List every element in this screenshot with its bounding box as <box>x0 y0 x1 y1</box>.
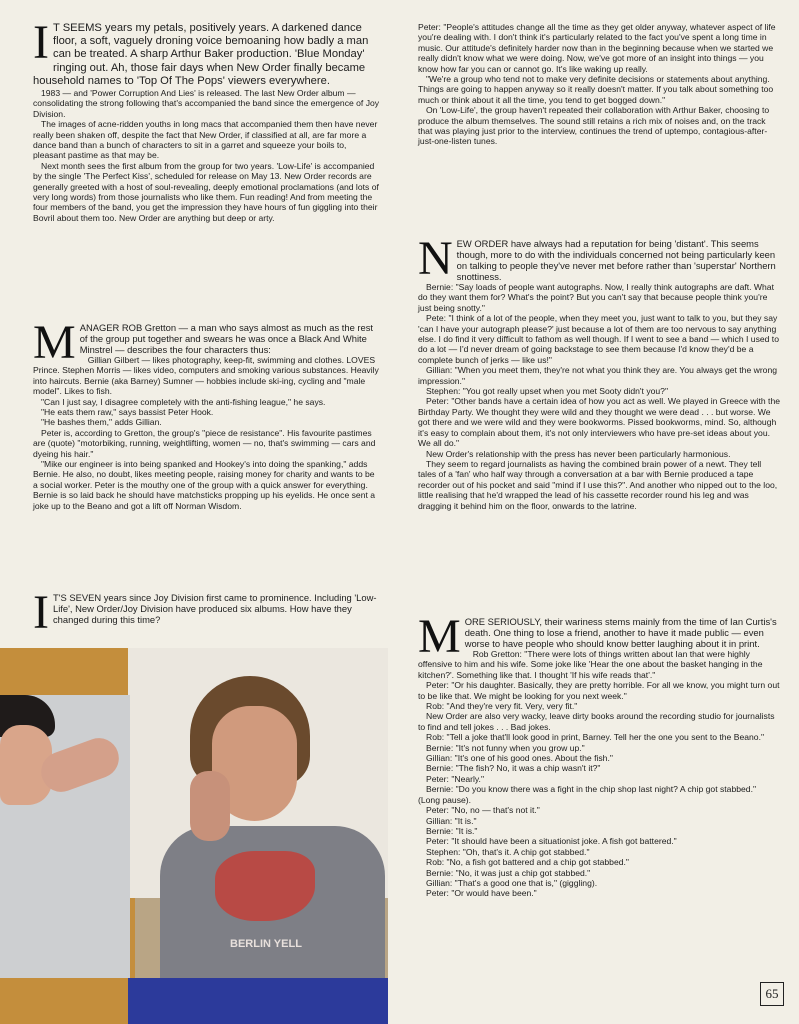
dropcap-i-seven: I <box>33 586 49 639</box>
dropcap-m: M <box>33 316 76 369</box>
manager-lead: ANAGER ROB Gretton — a man who says almost as much as the rest of the group put together and swears he was once a Black And White Minstrel — describes the four characters thus: <box>79 322 374 355</box>
distant-paragraph: They seem to regard journalists as having the combined brain power of a newt. They tell tales of a 'fan' who half way through a conversation at a bar with Bernie produced a tape recorder out of his pocket and said "mind if I use this?". And another who nipped out to the loo, little realising that he'd wrapped the lead of his cassette recorder round his leg and was dragging it behind him on the floor, onwards to the latrine. <box>418 458 778 511</box>
dropcap-i: I <box>33 16 49 69</box>
seriously-paragraph: Bernie: "It is." <box>426 825 478 836</box>
manager-paragraph: Gillian Gilbert — likes photography, keep-fit, swimming and clothes. LOVES Prince. Stephen Morris — likes video, computers and smoking various substances. Heavily into haircuts. Bernie (aka Barney) Sumner — hobbies include ski-ing, cycling and "male model". Likes to fish. <box>33 355 379 397</box>
distant-paragraph: Gillian: "When you meet them, they're not what you think they are. You always get the wrong impression." <box>418 365 778 386</box>
photo-shirt-print <box>215 851 315 921</box>
seriously-paragraph: Bernie: "It's not funny when you grow up." <box>426 742 585 753</box>
left-column-seven <box>33 586 381 639</box>
distant-paragraph: Pete: "I think of a lot of the people, when they meet you, just want to talk to you, but they say 'can I have your autograph please?' just because a lot of them are too nervous to say anything else. I do find it very difficult to fathom as well though. If I went to see a band — which I used to do a lot — I'd never dream of going backstage to see them because I'd know they'd be a complete bunch of jerks — like us!" <box>418 313 779 365</box>
manager-paragraph: "He bashes them," adds Gillian. <box>41 417 162 428</box>
seriously-paragraph: Gillian: "That's a good one that is," (giggling). <box>426 877 598 888</box>
photo-person-right <box>150 676 385 976</box>
seriously-paragraph: Gillian: "It is." <box>426 815 477 826</box>
photo-shirt-text: BERLIN YELL <box>230 938 302 950</box>
photo-blue-strip <box>128 978 388 1024</box>
seriously-paragraph: Bernie: "No, it was just a chip got stabbed." <box>426 867 591 878</box>
manager-paragraph: "Can I just say, I disagree completely with the anti-fishing league," he says. <box>41 396 326 407</box>
intro-lead: T SEEMS years my petals, positively years. A darkened dance floor, a soft, vaguely droning voice bemoaning how badly a man can be treated. A sharp Arthur Baker production. 'Blue Monday' ringing out. Ah, those fair days when New Order finally became household names to 'Top Of The Pops' viewers everywhere. <box>33 22 369 87</box>
seriously-paragraph: Rob Gretton: "There were lots of things written about Ian that were highly offensive to him and his wife. Some joke like 'Hear the one about the basket hanging in the kitchen?'. Something like that. I thought 'If his wife reads that'." <box>418 649 763 680</box>
distant-paragraph: Stephen: "You got really upset when you met Sooty didn't you?" <box>426 386 669 397</box>
seriously-paragraph: Rob: "No, a fish got battered and a chip got stabbed." <box>426 857 629 868</box>
distant-paragraph: Peter: "Other bands have a certain idea of how you act as well. We played in Greece with the Birthday Party. We thought they were wild and they thought we were dead . . . but worse. We got there and we were wild and they were bookworms. Pissed bookworms, mind. So, although it's easy to complain about them, it's not only interviewers who have pre-set ideas about you. We all do." <box>418 396 780 449</box>
seriously-paragraph: Peter: "Or his daughter. Basically, they are pretty horrible. For all we know, you might turn out to be like that. We might be looking for you next week." <box>418 680 780 701</box>
seriously-paragraph: Gillian: "It's one of his good ones. About the fish." <box>426 753 613 764</box>
manager-paragraph: Peter is, according to Gretton, the group's "piece de resistance". His favourite pastimes are (quote) "motorbiking, running, weightlifting, women — no, that's swimming — cars and dyeing his hair." <box>33 427 376 459</box>
seven-lead: T'S SEVEN years since Joy Division first came to prominence. Including 'Low-Life', New Order/Joy Division have produced six albums. How have they changed during this time? <box>52 592 377 625</box>
intro-paragraph: 1983 — and 'Power Corruption And Lies' is released. The last New Order album — consolidating the strong following that's accompanied the band since the emergence of Joy Division. <box>33 88 380 119</box>
dropcap-m-right: M <box>418 610 461 663</box>
seriously-paragraph: New Order are also very wacky, leave dirty books around the recording studio for journalists to find and tell jokes . . . Bad jokes. <box>418 711 775 732</box>
seriously-paragraph: Rob: "Tell a joke that'll look good in print, Barney. Tell her the one you sent to the Beano." <box>426 732 765 743</box>
dropcap-n: N <box>418 232 453 285</box>
manager-paragraph: "He eats them raw," says bassist Peter Hook. <box>41 407 214 418</box>
right-paragraph: On 'Low-Life', the group haven't repeated their collaboration with Arthur Baker, choosing to produce the album themselves. The sound still retains a rich mix of noises and, on the track that was playing just prior to the interview, continues the trend of uptempo, contagious-after-just-one-listen tunes. <box>418 105 770 147</box>
manager-paragraph: "Mike our engineer is into being spanked and Hookey's into doing the spanking," adds Bernie. He also, no doubt, likes meeting people, raising money for charity and wants to be a social worker. Peter is the mouthy one of the group with a quick answer for everything. Bernie is so laid back he should have matchsticks propping up his eyelids. He once sent a joke up to the Beano and got a lift off Norman Wisdom. <box>33 459 376 511</box>
seriously-lead: ORE SERIOUSLY, their wariness stems mainly from the time of Ian Curtis's death. One thing to lose a friend, another to have it made public — even worse to have people who should know better laughing about it in print. <box>464 616 777 649</box>
distant-lead: EW ORDER have always had a reputation for being 'distant'. This seems though, more to do with the individuals concerned not being particularly keen on talking to people they've never met before rather than 'superstar' Northern snottiness. <box>456 238 776 282</box>
left-column <box>33 16 381 223</box>
seriously-paragraph: Peter: "Nearly." <box>426 773 484 784</box>
right-column-distant <box>418 232 780 511</box>
distant-paragraph: Bernie: "Say loads of people want autographs. Now, I really think autographs are daft. What do they want them for? What's the point? But you can't say that because people think you're just being snotty." <box>418 282 774 313</box>
right-column-seriously <box>418 610 780 899</box>
seriously-paragraph: Peter: "It should have been a situationist joke. A fish got battered." <box>426 836 677 847</box>
intro-paragraph: The images of acne-ridden youths in long macs that accompanied them then have never really been shaken off, despite the fact that New Order, if classified at all, are far more a dance band than a bunch of characters to sit in a garret and squeeze your boils to, pleasant pastime as that may be. <box>33 119 378 161</box>
right-paragraph: "We're a group who tend not to make very definite decisions or statements about anything. Things are going to happen anyway so it really doesn't matter. If you talk about something too much or think about it all the time, you tend to get bogged down." <box>418 74 774 105</box>
seriously-paragraph: Rob: "And they're very fit. Very, very fit." <box>426 701 578 712</box>
page-number: 65 <box>760 982 784 1006</box>
right-paragraph: Peter: "People's attitudes change all the time as they get older anyway, whatever aspect of life you're dealing with. I don't think it's particularly related to the fact you've spent a long time in music. Our attitude's definitely harder now than in the beginning because when we started we really didn't know what we were doing. Now, we've got more of an insight into things — you know how far you can or cannot go. It's like waking up really. <box>418 22 776 74</box>
intro-section <box>33 16 381 223</box>
distant-paragraph: New Order's relationship with the press has never been particularly harmonious. <box>426 448 731 459</box>
seriously-paragraph: Bernie: "The fish? No, it was a chip wasn't it?" <box>426 763 601 774</box>
seriously-paragraph: Stephen: "Oh, that's it. A chip got stabbed." <box>426 846 590 857</box>
seriously-paragraph: Peter: "No, no — that's not it." <box>426 805 540 816</box>
seriously-paragraph: Bernie: "Do you know there was a fight in the chip shop last night? A chip got stabbed." (Long pause). <box>418 784 757 805</box>
intro-paragraph: Next month sees the first album from the group for two years. 'Low-Life' is accompanied by the single 'The Perfect Kiss', scheduled for release on May 13. New Order records are generally greeted with a host of soul-revealing, deeply emotional proclamations (and lots of very long words) from those journalists who like them. Fun reading! And from meeting the four members of the band, you get the impression they have hours of fun giggling into their Bovril about them too. New Order are anything but deep or arty. <box>33 160 379 223</box>
left-column-manager <box>33 316 381 511</box>
photo-person-left <box>0 695 130 978</box>
photo-person-right-hand <box>190 771 230 841</box>
right-column <box>418 22 780 147</box>
seriously-paragraph: Peter: "Or would have been." <box>426 888 537 899</box>
